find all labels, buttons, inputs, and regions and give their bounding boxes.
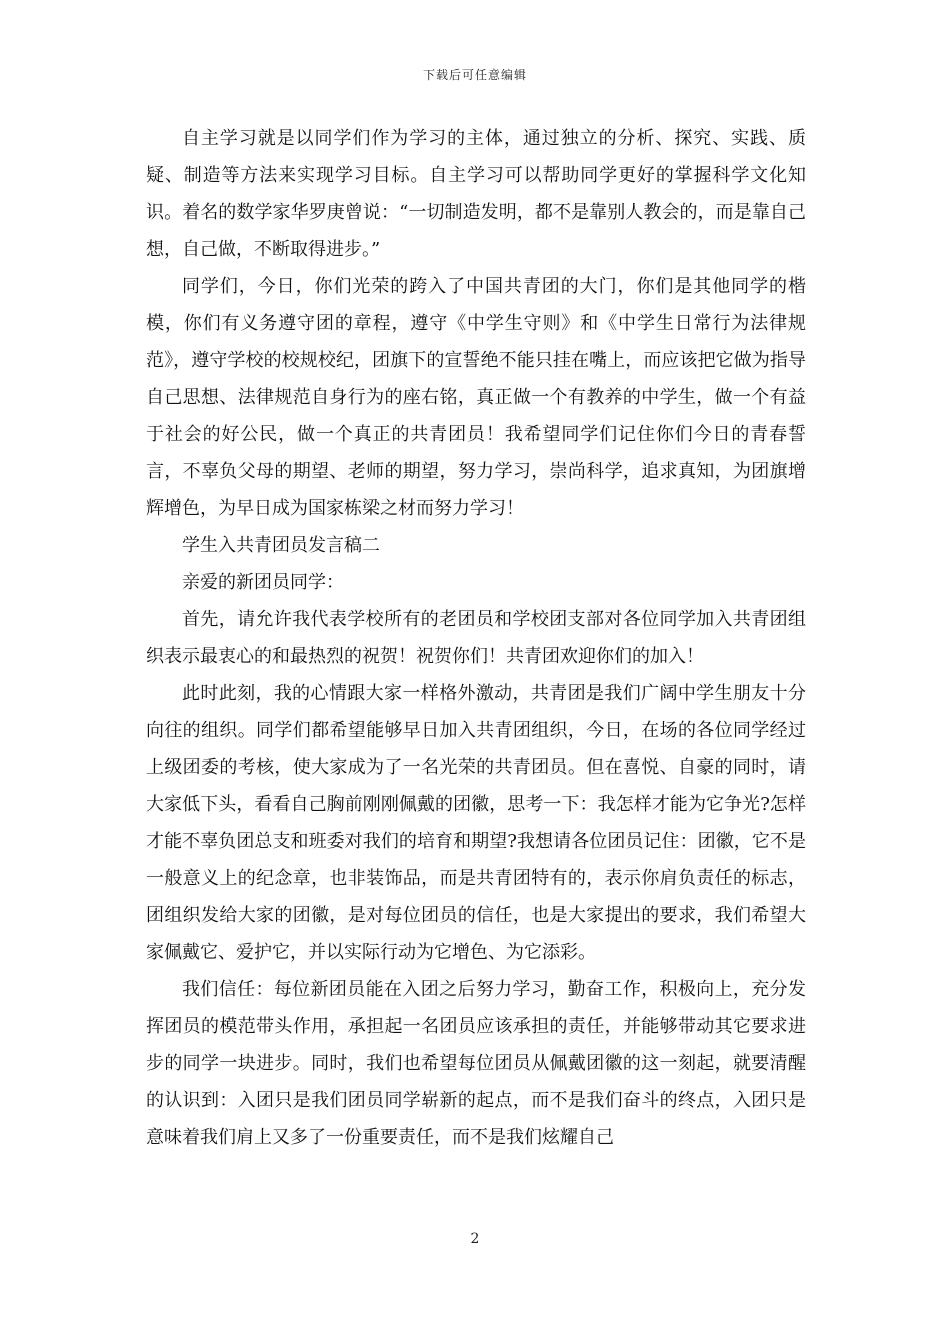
paragraph-trust: 我们信任：每位新团员能在入团之后努力学习，勤奋工作，积极向上，充分发挥团员的模范带头作用，承担起一名团员应该承担的责任，并能够带动其它要求进步的同学一块进步。同时，我们也希望每位团员从佩戴团徽的这一刻起，就要清醒的认识到：入团只是我们团员同学崭新的起点，而不是我们奋斗的终点，入团只是意味着我们肩上又多了一份重要责任，而不是我们炫耀自己 <box>146 979 806 1148</box>
paragraph-self-study: 自主学习就是以同学们作为学习的主体，通过独立的分析、探究、实践、质疑、制造等方法来实现学习目标。自主学习可以帮助同学更好的掌握科学文化知识。着名的数学家华罗庚曾说：“一切制造发明，都不是靠别人教会的，而是靠自己想，自己做，不断取得进步。” <box>146 128 806 260</box>
salutation: 亲爱的新团员同学： <box>182 572 344 593</box>
paragraph-congratulations: 首先，请允许我代表学校所有的老团员和学校团支部对各位同学加入共青团组织表示最衷心的和最热烈的祝贺！祝贺你们！共青团欢迎你们的加入！ <box>146 609 806 667</box>
page-number: 2 <box>470 1231 480 1247</box>
paragraph-emblem: 此时此刻，我的心情跟大家一样格外激动，共青团是我们广阔中学生朋友十分向往的组织。同学们都希望能够早日加入共青团组织，今日，在场的各位同学经过上级团委的考核，使大家成为了一名光荣的共青团员。但在喜悦、自豪的同时，请大家低下头，看看自己胸前刚刚佩戴的团徽，思考一下：我怎样才能为它争光?怎样才能不辜负团总支和班委对我们的培育和期望?我想请各位团员记住：团徽，它不是一般意义上的纪念章，也非装饰品，而是共青团特有的，表示你肩负责任的标志，团组织发给大家的团徽，是对每位团员的信任，也是大家提出的要求，我们希望大家佩戴它、爱护它，并以实际行动为它增色、为它添彩。 <box>146 683 806 963</box>
document-body <box>146 120 806 1156</box>
paragraph-students-honor: 同学们，今日，你们光荣的跨入了中国共青团的大门，你们是其他同学的楷模，你们有义务遵守团的章程，遵守《中学生守则》和《中学生日常行为法律规范》，遵守学校的校规校纪，团旗下的宣誓绝不能只挂在嘴上，而应该把它做为指导自己思想、法律规范自身行为的座右铭，真正做一个有教养的中学生，做一个有益于社会的好公民，做一个真正的共青团员！我希望同学们记住你们今日的青春誓言，不辜负父母的期望、老师的期望，努力学习，崇尚科学，追求真知，为团旗增辉增色，为早日成为国家栋梁之材而努力学习！ <box>146 276 806 519</box>
section-title: 学生入共青团员发言稿二 <box>182 535 380 556</box>
page-header: 下载后可任意编辑 <box>422 68 527 82</box>
